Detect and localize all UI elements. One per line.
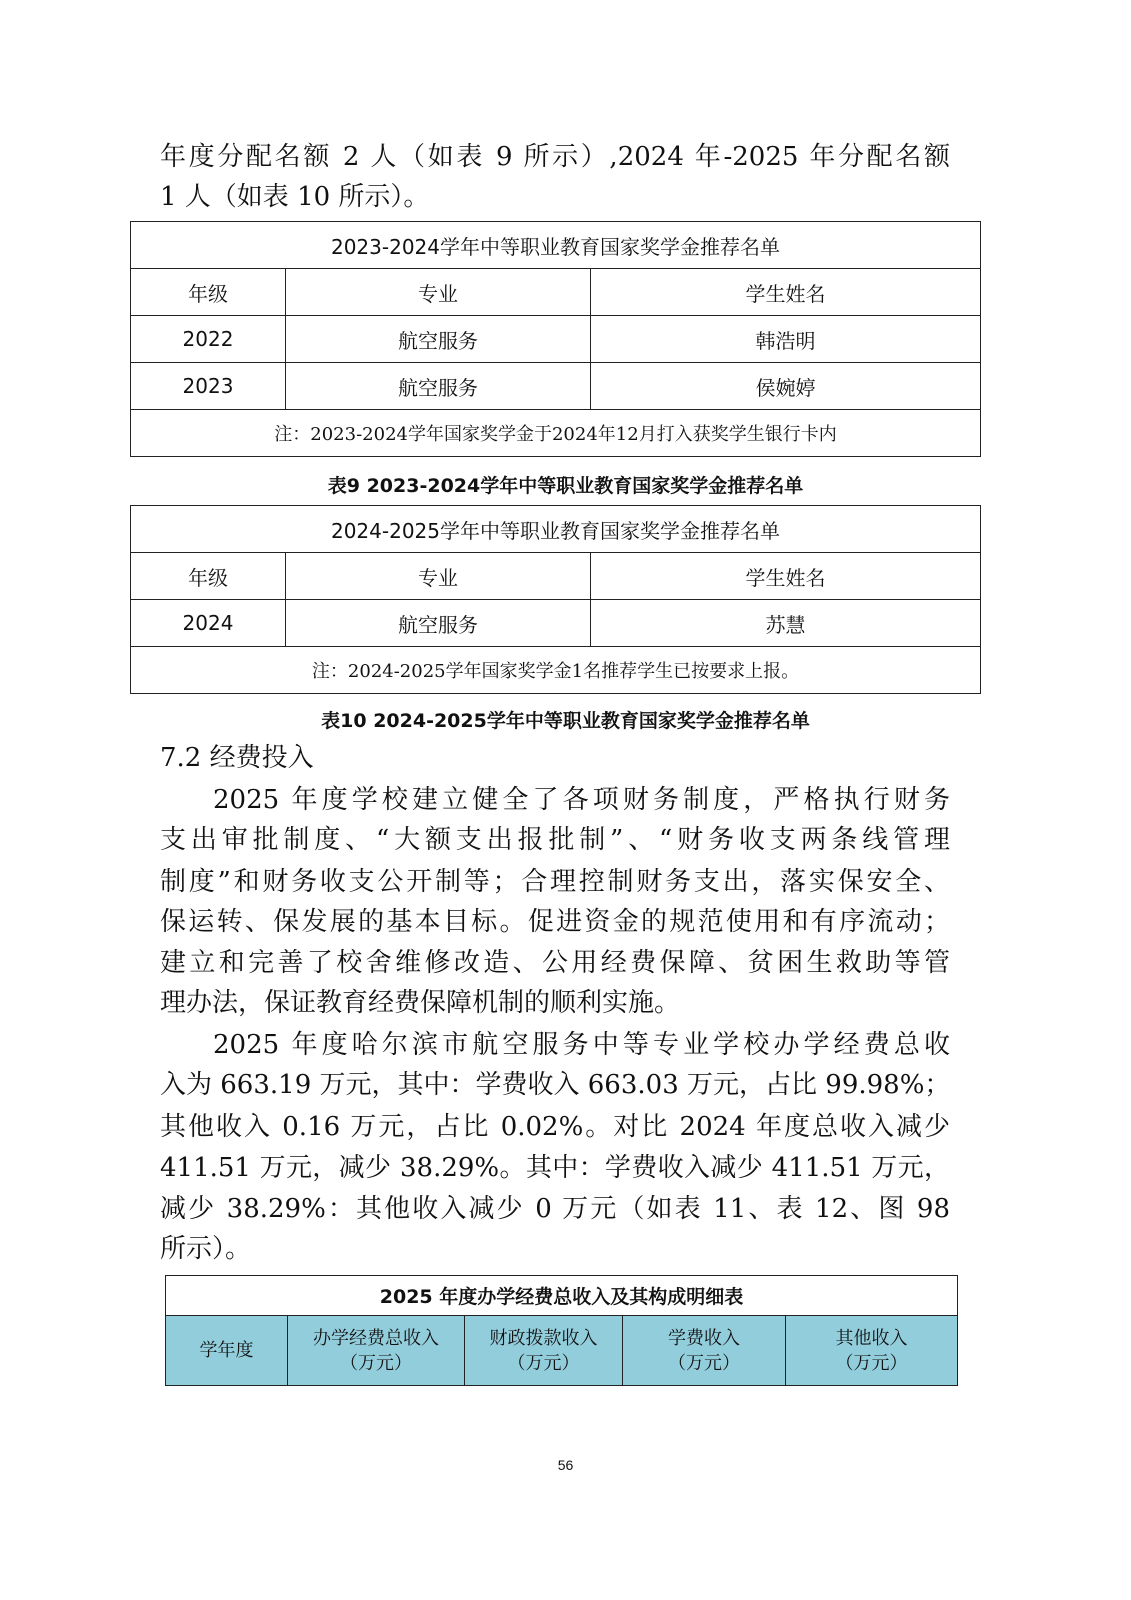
table-9 <box>130 221 981 457</box>
cell-grade: 2022 <box>131 316 286 363</box>
table-caption: 表10 2024-2025学年中等职业教育国家奖学金推荐名单 <box>321 710 810 732</box>
cell-name: 苏慧 <box>591 600 981 647</box>
column-header: 其他收入 （万元） <box>786 1316 958 1386</box>
table-note: 注：2023-2024学年国家奖学金于2024年12月打入获奖学生银行卡内 <box>131 410 981 457</box>
table-note: 注：2024-2025学年国家奖学金1名推荐学生已按要求上报。 <box>131 647 981 694</box>
column-header: 学生姓名 <box>591 553 981 600</box>
table-11 <box>165 1275 958 1386</box>
cell-major: 航空服务 <box>286 600 591 647</box>
column-header: 专业 <box>286 553 591 600</box>
table-title: 2023-2024学年中等职业教育国家奖学金推荐名单 <box>131 222 981 269</box>
table-row <box>131 363 981 410</box>
paragraph-line: 其他收入 0.16 万元，占比 0.02%。对比 2024 年度总收入减少 <box>160 1112 950 1142</box>
cell-name: 韩浩明 <box>591 316 981 363</box>
paragraph-line: 411.51 万元，减少 38.29%。其中：学费收入减少 411.51 万元， <box>160 1153 950 1183</box>
cell-major: 航空服务 <box>286 316 591 363</box>
column-header: 办学经费总收入 （万元） <box>288 1316 465 1386</box>
paragraph-line: 制度”和财务收支公开制等；合理控制财务支出，落实保安全、 <box>160 867 950 897</box>
paragraph-line: 所示）。 <box>160 1234 252 1264</box>
cell-grade: 2023 <box>131 363 286 410</box>
table-row <box>131 600 981 647</box>
page-number: 56 <box>557 1457 574 1473</box>
paragraph-line: 支出审批制度、“大额支出报批制”、“财务收支两条线管理 <box>160 825 950 855</box>
table-title: 2025 年度办学经费总收入及其构成明细表 <box>166 1276 958 1316</box>
column-header: 专业 <box>286 269 591 316</box>
intro-line: 年度分配名额 2 人（如表 9 所示）,2024 年-2025 年分配名额 <box>160 142 950 172</box>
section-heading: 7.2 经费投入 <box>160 743 314 773</box>
paragraph-line: 保运转、保发展的基本目标。促进资金的规范使用和有序流动； <box>160 907 950 937</box>
paragraph-line: 理办法，保证教育经费保障机制的顺利实施。 <box>160 988 681 1018</box>
paragraph-line: 减少 38.29%：其他收入减少 0 万元（如表 11、表 12、图 98 <box>160 1194 950 1224</box>
paragraph-line: 2025 年度哈尔滨市航空服务中等专业学校办学经费总收 <box>213 1030 950 1060</box>
column-header: 学费收入 （万元） <box>623 1316 786 1386</box>
cell-major: 航空服务 <box>286 363 591 410</box>
column-header: 学年度 <box>166 1316 288 1386</box>
table-title: 2024-2025学年中等职业教育国家奖学金推荐名单 <box>131 506 981 553</box>
paragraph-line: 建立和完善了校舍维修改造、公用经费保障、贫困生救助等管 <box>160 948 950 978</box>
column-header: 学生姓名 <box>591 269 981 316</box>
cell-name: 侯婉婷 <box>591 363 981 410</box>
column-header: 年级 <box>131 269 286 316</box>
paragraph-line: 入为 663.19 万元，其中：学费收入 663.03 万元，占比 99.98%； <box>160 1070 951 1100</box>
intro-line: 1 人（如表 10 所示）。 <box>160 182 430 212</box>
table-10 <box>130 505 981 694</box>
paragraph-line: 2025 年度学校建立健全了各项财务制度，严格执行财务 <box>213 785 950 815</box>
table-row <box>131 316 981 363</box>
column-header: 财政拨款收入 （万元） <box>465 1316 623 1386</box>
cell-grade: 2024 <box>131 600 286 647</box>
table-caption: 表9 2023-2024学年中等职业教育国家奖学金推荐名单 <box>327 475 804 497</box>
column-header: 年级 <box>131 553 286 600</box>
